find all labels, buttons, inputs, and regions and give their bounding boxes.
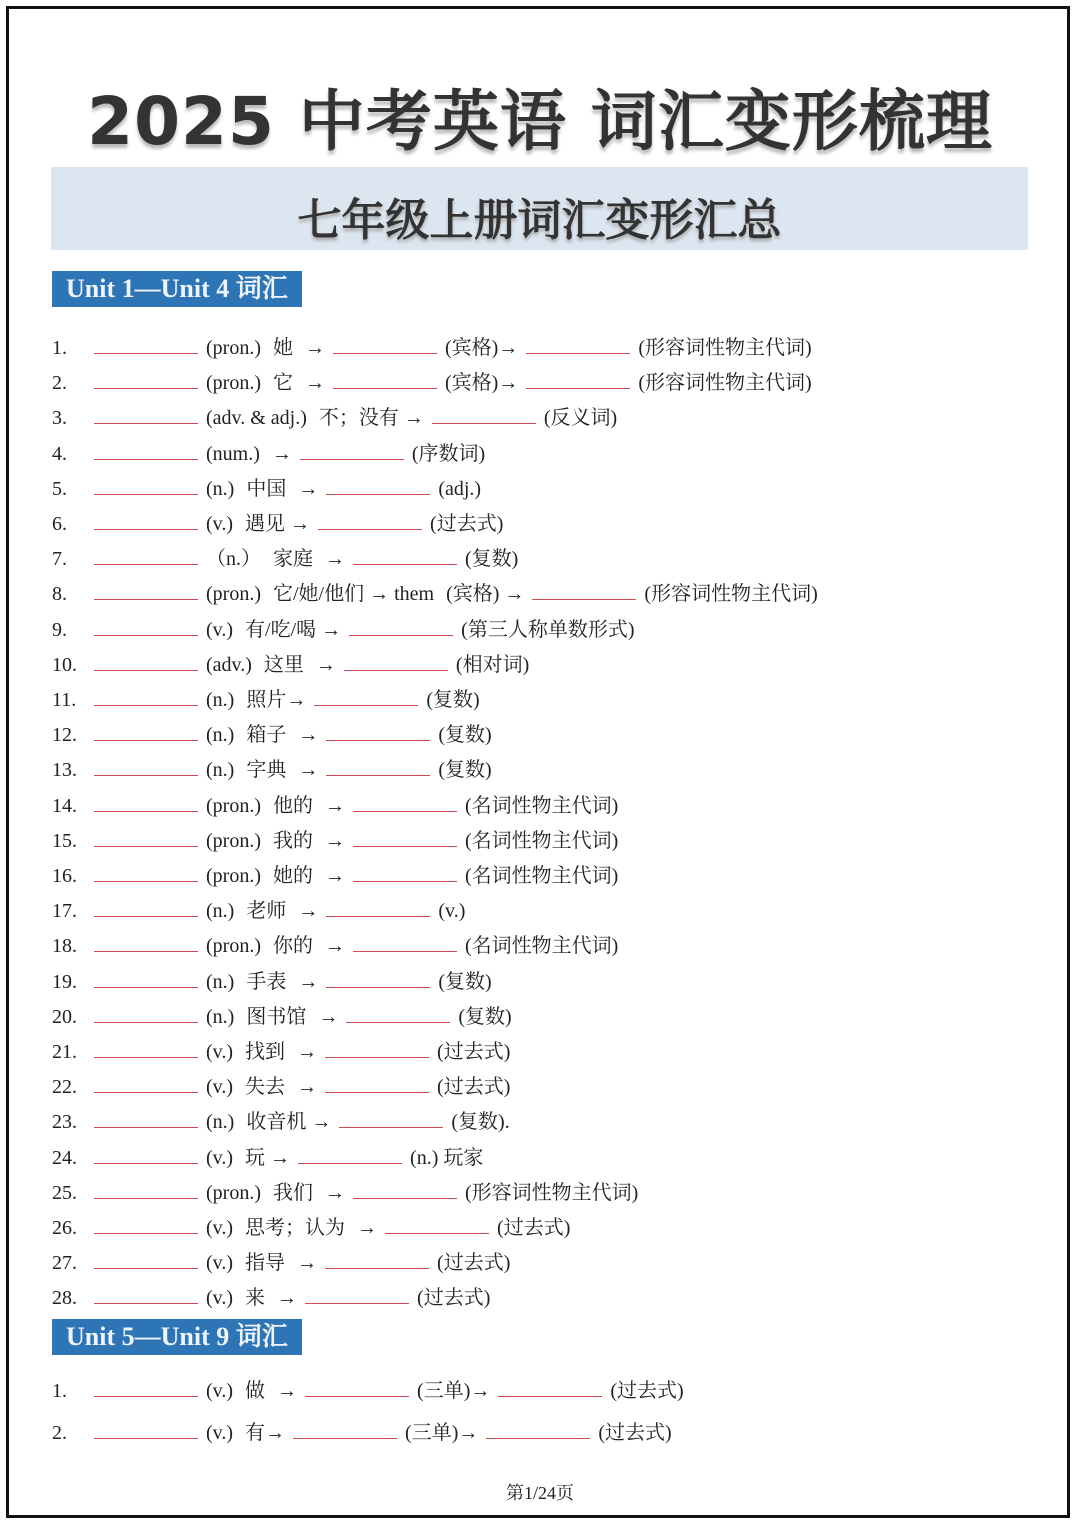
item-text: → (324, 794, 345, 817)
item-number: 9. (52, 618, 67, 641)
answer-blank[interactable] (326, 757, 430, 776)
answer-blank[interactable] (94, 933, 198, 952)
item-text: (复数) (426, 689, 480, 711)
item-text: → (297, 1076, 318, 1099)
exercise-row (52, 648, 535, 674)
exercise-row (52, 1035, 516, 1061)
item-text: (复数) (438, 970, 492, 993)
item-text: → (324, 829, 345, 852)
exercise-row (52, 789, 624, 815)
item-text: → (325, 548, 345, 571)
item-text: (形容词性物主代词) (464, 1181, 639, 1204)
item-text: (v.) (206, 1422, 234, 1444)
answer-blank[interactable] (385, 1215, 489, 1234)
answer-blank[interactable] (325, 1039, 429, 1058)
answer-blank[interactable] (94, 511, 198, 530)
item-number: 28. (52, 1287, 77, 1310)
exercise-row (52, 1416, 678, 1442)
item-number: 3. (52, 407, 67, 430)
item-text: 收音机 → (246, 1111, 332, 1134)
item-text: (复数) (458, 1005, 512, 1028)
item-number: 4. (52, 442, 67, 465)
section-heading-unit1-4: Unit 1—Unit 4 词汇 (52, 271, 302, 307)
exercise-row (52, 1211, 576, 1237)
exercise-row (52, 929, 624, 958)
exercise-row (52, 1281, 496, 1310)
item-text: → (298, 724, 319, 747)
answer-blank[interactable] (94, 617, 198, 636)
answer-blank[interactable] (325, 1250, 429, 1269)
answer-blank[interactable] (344, 652, 448, 671)
item-text: (n.) (206, 970, 235, 993)
answer-blank[interactable] (94, 1145, 198, 1164)
page-number: 第1/24页 (505, 1483, 574, 1503)
item-text: → (271, 442, 292, 465)
page-subtitle: 七年级上册词汇变形汇总 (297, 195, 782, 246)
item-number: 22. (52, 1076, 77, 1099)
item-text: 手表 (246, 970, 287, 993)
item-text: 我的 (272, 829, 313, 852)
item-text: 思考；认为 (245, 1217, 346, 1239)
item-text: 她的 (272, 865, 313, 887)
item-text: 照片→ (246, 689, 307, 711)
item-text: → (297, 1252, 318, 1275)
exercise-row (52, 965, 498, 991)
item-text: 遇见 → (245, 513, 311, 535)
item-text: (pron.) (206, 583, 261, 606)
exercise-row (52, 613, 640, 639)
answer-blank[interactable] (526, 335, 630, 354)
answer-blank[interactable] (305, 1378, 409, 1397)
item-text: (复数). (451, 1111, 510, 1134)
answer-blank[interactable] (353, 863, 457, 882)
item-text: → (298, 900, 319, 923)
item-text: (第三人称单数形式) (461, 618, 635, 641)
item-text: 来 (245, 1287, 266, 1310)
answer-blank[interactable] (94, 1109, 198, 1128)
item-text: (adv. & adj.) (206, 407, 307, 430)
item-number: 7. (52, 548, 67, 571)
answer-blank[interactable] (94, 1074, 198, 1093)
item-number: 24. (52, 1146, 77, 1169)
exercise-row (52, 1000, 518, 1026)
exercise-row (52, 683, 486, 709)
item-number: 8. (52, 583, 67, 606)
answer-blank[interactable] (94, 441, 198, 460)
item-text: 你的 (272, 935, 313, 958)
answer-blank[interactable] (532, 581, 636, 600)
answer-blank[interactable] (498, 1378, 602, 1397)
item-text: → (304, 372, 325, 395)
item-text: (名词性物主代词) (464, 865, 619, 887)
answer-blank[interactable] (94, 793, 198, 812)
answer-blank[interactable] (298, 1145, 402, 1164)
item-text: 有/吃/喝 → (245, 618, 342, 641)
item-text: → (318, 1005, 339, 1028)
answer-blank[interactable] (346, 1004, 450, 1023)
item-text: (pron.) (206, 829, 261, 852)
item-text: (v.) (206, 1041, 234, 1063)
answer-blank[interactable] (318, 511, 422, 530)
item-text: (pron.) (206, 1181, 261, 1204)
item-text: （n.） (206, 548, 261, 571)
item-number: 10. (52, 653, 77, 676)
exercise-row (52, 472, 487, 498)
item-text: 老师 (246, 900, 287, 923)
item-number: 26. (52, 1217, 77, 1239)
item-text: (过去式) (430, 513, 504, 535)
item-text: (名词性物主代词) (464, 935, 619, 958)
item-number: 20. (52, 1005, 77, 1028)
item-text: → (298, 970, 319, 993)
answer-blank[interactable] (94, 687, 198, 706)
exercise-row (52, 577, 824, 606)
item-number: 25. (52, 1181, 77, 1204)
item-text: (num.) (206, 442, 260, 465)
answer-blank[interactable] (94, 370, 198, 389)
answer-blank[interactable] (293, 1420, 397, 1439)
exercise-row (52, 1176, 644, 1202)
item-text: 中国 (246, 477, 287, 500)
item-number: 27. (52, 1252, 77, 1275)
answer-blank[interactable] (339, 1109, 443, 1128)
item-number: 2. (52, 372, 67, 395)
item-text: (相对词) (455, 653, 530, 676)
answer-blank[interactable] (526, 370, 630, 389)
item-text: (n.) (206, 477, 235, 500)
item-number: 2. (52, 1422, 67, 1444)
item-text: (宾格)→ (444, 337, 519, 359)
item-number: 17. (52, 900, 77, 923)
item-text: → (324, 865, 345, 887)
item-text: (v.) (206, 1380, 234, 1402)
answer-blank[interactable] (300, 441, 404, 460)
answer-blank[interactable] (333, 370, 437, 389)
item-text: 有→ (245, 1422, 286, 1444)
answer-blank[interactable] (353, 546, 457, 565)
item-text: (过去式) (610, 1380, 684, 1402)
item-text: (名词性物主代词) (464, 794, 619, 817)
item-text: (三单)→ (405, 1422, 479, 1444)
item-number: 18. (52, 935, 77, 958)
item-text: (n.) (206, 1005, 235, 1028)
item-text: (过去式) (598, 1422, 672, 1444)
item-text: (n.) (206, 900, 235, 923)
item-text: → (324, 935, 345, 958)
item-text: → (357, 1217, 378, 1239)
answer-blank[interactable] (94, 898, 198, 917)
answer-blank[interactable] (94, 546, 198, 565)
item-text: (v.) (206, 1217, 234, 1239)
item-number: 5. (52, 477, 67, 500)
item-number: 12. (52, 724, 77, 747)
item-text: → (324, 1181, 345, 1204)
item-text: 箱子 (246, 724, 287, 747)
answer-blank[interactable] (432, 405, 536, 424)
item-text: (v.) (206, 618, 234, 641)
item-text: 做 (245, 1380, 266, 1402)
item-text: 我们 (272, 1181, 313, 1204)
answer-blank[interactable] (94, 722, 198, 741)
exercise-row (52, 542, 524, 571)
exercise-row (52, 1141, 489, 1167)
item-text: 它 (272, 372, 293, 395)
page-title: 2025 中考英语 词汇变形梳理 (87, 83, 993, 160)
answer-blank[interactable] (333, 335, 437, 354)
item-number: 21. (52, 1041, 77, 1063)
answer-blank[interactable] (94, 863, 198, 882)
item-number: 15. (52, 829, 77, 852)
answer-blank[interactable] (353, 828, 457, 847)
exercise-row (52, 401, 623, 430)
item-text: → (298, 759, 319, 782)
item-text: (过去式) (437, 1041, 511, 1063)
item-text: (n.) (206, 759, 235, 782)
item-text: 玩 → (245, 1146, 291, 1169)
answer-blank[interactable] (326, 898, 430, 917)
item-number: 23. (52, 1111, 77, 1134)
answer-blank[interactable] (94, 1215, 198, 1234)
answer-blank[interactable] (94, 405, 198, 424)
section-heading-unit5-9: Unit 5—Unit 9 词汇 (52, 1319, 302, 1355)
item-text: (过去式) (437, 1076, 511, 1099)
exercise-row (52, 507, 509, 533)
item-text: → (277, 1380, 298, 1402)
item-text: (复数) (438, 724, 492, 747)
answer-blank[interactable] (353, 793, 457, 812)
item-number: 14. (52, 794, 77, 817)
answer-blank[interactable] (94, 1378, 198, 1397)
exercise-row (52, 824, 624, 850)
item-text: (三单)→ (417, 1380, 491, 1402)
item-text: (v.) (206, 1146, 234, 1169)
item-text: (形容词性物主代词) (638, 337, 812, 359)
answer-blank[interactable] (94, 1004, 198, 1023)
answer-blank[interactable] (94, 828, 198, 847)
answer-blank[interactable] (326, 969, 430, 988)
answer-blank[interactable] (94, 581, 198, 600)
item-text: → (298, 477, 319, 500)
item-text: → (315, 653, 336, 676)
answer-blank[interactable] (326, 722, 430, 741)
item-text: 它/她/他们 → them (272, 583, 435, 606)
exercise-row (52, 753, 498, 782)
item-number: 19. (52, 970, 77, 993)
answer-blank[interactable] (94, 335, 198, 354)
answer-blank[interactable] (94, 1250, 198, 1269)
subtitle-band (51, 167, 1028, 250)
item-text: (复数) (438, 759, 492, 782)
item-text: (序数词) (411, 442, 486, 465)
item-text: (过去式) (437, 1252, 511, 1275)
item-text: (宾格) → (446, 583, 525, 606)
answer-blank[interactable] (325, 1074, 429, 1093)
item-number: 6. (52, 513, 67, 535)
answer-blank[interactable] (326, 476, 430, 495)
answer-blank[interactable] (486, 1420, 590, 1439)
item-text: 失去 (245, 1076, 286, 1099)
answer-blank[interactable] (94, 757, 198, 776)
exercise-row (52, 366, 818, 395)
item-text: (v.) (438, 900, 466, 923)
item-text: (形容词性物主代词) (644, 583, 818, 606)
exercise-row (52, 1105, 516, 1134)
item-text: → (297, 1041, 318, 1063)
exercise-row (52, 1070, 516, 1099)
item-text: 指导 (245, 1252, 286, 1275)
item-text: 图书馆 (246, 1005, 307, 1028)
item-number: 11. (52, 689, 77, 711)
exercise-row (52, 859, 624, 885)
item-text: 她 (272, 337, 293, 359)
item-text: (v.) (206, 1252, 234, 1275)
item-number: 16. (52, 865, 77, 887)
item-text: 这里 (263, 653, 304, 676)
item-text: → (304, 337, 325, 359)
answer-blank[interactable] (314, 687, 418, 706)
answer-blank[interactable] (94, 1039, 198, 1058)
item-number: 13. (52, 759, 77, 782)
item-text: 字典 (246, 759, 287, 782)
item-text: (pron.) (206, 935, 261, 958)
item-text: 家庭 (273, 548, 313, 571)
item-text: (复数) (465, 548, 519, 571)
exercise-row (52, 894, 471, 923)
answer-blank[interactable] (94, 1420, 198, 1439)
answer-blank[interactable] (353, 1180, 457, 1199)
answer-blank[interactable] (94, 1285, 198, 1304)
exercise-row (52, 1246, 516, 1275)
item-text: (v.) (206, 513, 234, 535)
item-text: (pron.) (206, 337, 261, 359)
item-text: (pron.) (206, 372, 261, 395)
item-text: (adj.) (438, 477, 482, 500)
item-text: (反义词) (543, 407, 618, 430)
item-text: (n.) (206, 724, 235, 747)
exercise-row (52, 718, 498, 747)
item-number: 1. (52, 337, 67, 359)
answer-blank[interactable] (94, 476, 198, 495)
item-text: (pron.) (206, 794, 261, 817)
item-text: (名词性物主代词) (464, 829, 619, 852)
item-text: 不；没有 → (318, 407, 424, 430)
answer-blank[interactable] (305, 1285, 409, 1304)
exercise-row (52, 1374, 690, 1400)
item-text: (n.) (206, 689, 235, 711)
exercise-row (52, 331, 818, 357)
item-number: 1. (52, 1380, 67, 1402)
item-text: (n.) 玩家 (410, 1146, 484, 1169)
item-text: (n.) (206, 1111, 235, 1134)
item-text: 找到 (245, 1041, 286, 1063)
item-text: 他的 (272, 794, 313, 817)
answer-blank[interactable] (349, 617, 453, 636)
answer-blank[interactable] (94, 1180, 198, 1199)
item-text: (宾格)→ (444, 372, 519, 395)
item-text: (adv.) (206, 653, 252, 676)
exercise-row (52, 437, 491, 463)
item-text: (v.) (206, 1076, 234, 1099)
item-text: (过去式) (417, 1287, 491, 1310)
item-text: (形容词性物主代词) (638, 372, 812, 395)
item-text: (过去式) (497, 1217, 571, 1239)
item-text: (v.) (206, 1287, 234, 1310)
item-text: → (277, 1287, 298, 1310)
item-text: (pron.) (206, 865, 261, 887)
answer-blank[interactable] (94, 652, 198, 671)
answer-blank[interactable] (353, 933, 457, 952)
answer-blank[interactable] (94, 969, 198, 988)
